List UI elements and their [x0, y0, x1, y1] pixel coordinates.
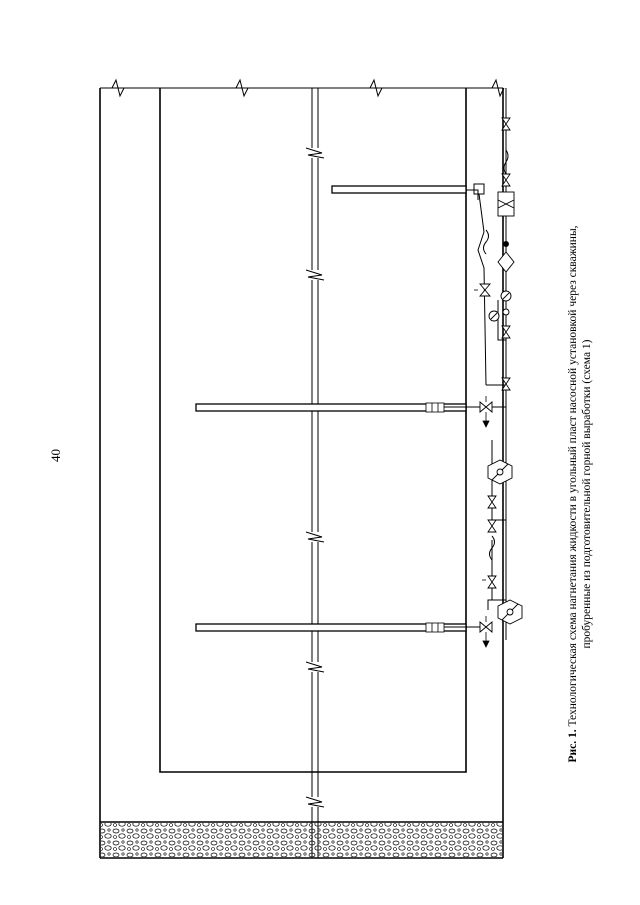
seam-center-line — [306, 88, 324, 858]
borehole-2 — [196, 404, 466, 411]
pipeline — [444, 88, 508, 640]
pressure-gauges — [489, 291, 511, 321]
borehole-packers — [426, 403, 444, 632]
valve-handles — [474, 290, 486, 622]
drain-arrows — [483, 412, 489, 647]
flow-meters — [488, 460, 522, 624]
page-number: 40 — [48, 449, 63, 462]
caption-line-1: Рис. 1. Технологическая схема нагнетания жидкости в угольный пласт насосной установкой через скважины, — [567, 225, 579, 763]
rubble-zone — [101, 823, 502, 857]
pump — [498, 242, 514, 273]
figure-caption — [566, 124, 594, 864]
caption-line-2: пробуренные из подготовительной горной выработки (схема 1) — [581, 339, 593, 649]
figure-label: Рис. 1. — [567, 729, 579, 763]
filter-block — [498, 192, 514, 216]
borehole-3 — [196, 624, 466, 631]
borehole-1 — [332, 186, 466, 193]
